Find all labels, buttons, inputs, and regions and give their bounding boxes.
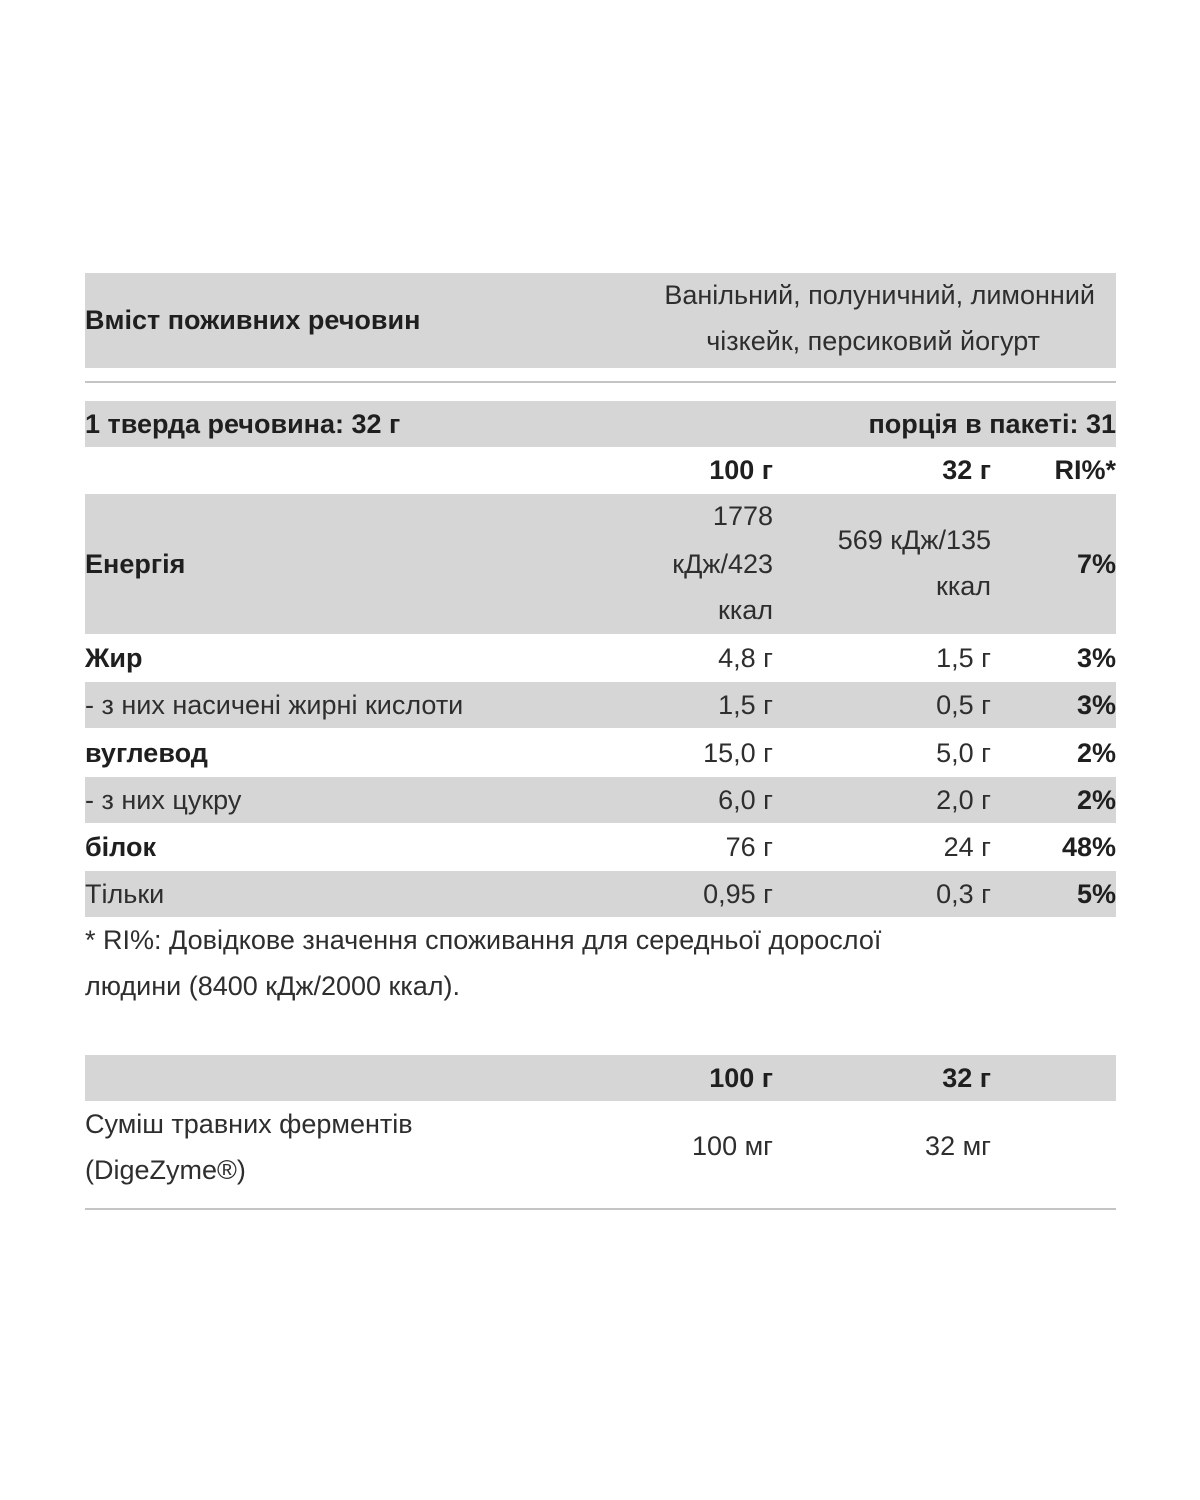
table-row [85,730,1116,776]
energy-ri: 7% [1076,549,1116,579]
value-per100: 1,5 г [718,690,773,720]
nutrient-label: Жир [85,643,143,673]
col-header-ri: RI%* [1054,455,1116,485]
energy-per100-line1: 1778 [712,501,773,531]
divider [85,1208,1116,1210]
table-row [85,682,1116,728]
value-ri: 3% [1076,690,1116,720]
value-per100: 4,8 г [718,643,773,673]
value-per100: 76 г [725,832,773,862]
value-ri: 48% [1061,832,1116,862]
table-row [85,635,1116,681]
table-title: Вміст поживних речовин [85,305,421,335]
footnote-line-1: * RI%: Довідкове значення споживання для середньої дорослої [85,925,882,955]
value-per100: 6,0 г [718,785,773,815]
value-ri: 5% [1076,879,1116,909]
table-row [85,824,1116,870]
enzymes-label-line-2: (DigeZyme®) [85,1155,246,1185]
nutrient-label: білок [85,832,156,862]
enzymes-per100: 100 мг [692,1131,773,1161]
divider [85,381,1116,383]
enzymes-per32: 32 мг [925,1131,991,1161]
value-per32: 24 г [943,832,991,862]
flavors-line-2: чізкейк, персиковий йогурт [706,326,1040,356]
value-ri: 2% [1076,738,1116,768]
table-row [85,777,1116,823]
value-per32: 0,3 г [936,879,991,909]
energy-per100-line3: ккал [718,595,773,625]
nutrient-label: Тільки [85,879,165,909]
enzymes-col-32g: 32 г [942,1063,991,1093]
enzymes-label-line-1: Суміш травних ферментів [85,1109,413,1139]
value-ri: 3% [1076,643,1116,673]
value-per100: 15,0 г [703,738,773,768]
flavors-line-1: Ванільний, полуничний, лимонний [664,280,1095,310]
energy-label: Енергія [85,549,186,579]
serving-size: 1 тверда речовина: 32 г [85,409,401,439]
nutrient-label: - з них насичені жирні кислоти [85,690,464,720]
value-per32: 0,5 г [936,690,991,720]
servings-per-pack: порція в пакеті: 31 [868,409,1116,439]
value-per32: 1,5 г [936,643,991,673]
nutrient-label: - з них цукру [85,785,242,815]
nutrient-label: вуглевод [85,738,208,768]
table-row [85,871,1116,917]
col-header-32g: 32 г [942,455,991,485]
energy-per32-line2: ккал [936,571,991,601]
value-per100: 0,95 г [703,879,773,909]
energy-per100-line2: кДж/423 [672,549,773,579]
energy-per32-line1: 569 кДж/135 [837,525,991,555]
value-ri: 2% [1076,785,1116,815]
value-per32: 5,0 г [936,738,991,768]
col-header-100g: 100 г [709,455,773,485]
footnote-line-2: людини (8400 кДж/2000 ккал). [85,971,461,1001]
enzymes-col-100g: 100 г [709,1063,773,1093]
value-per32: 2,0 г [936,785,991,815]
